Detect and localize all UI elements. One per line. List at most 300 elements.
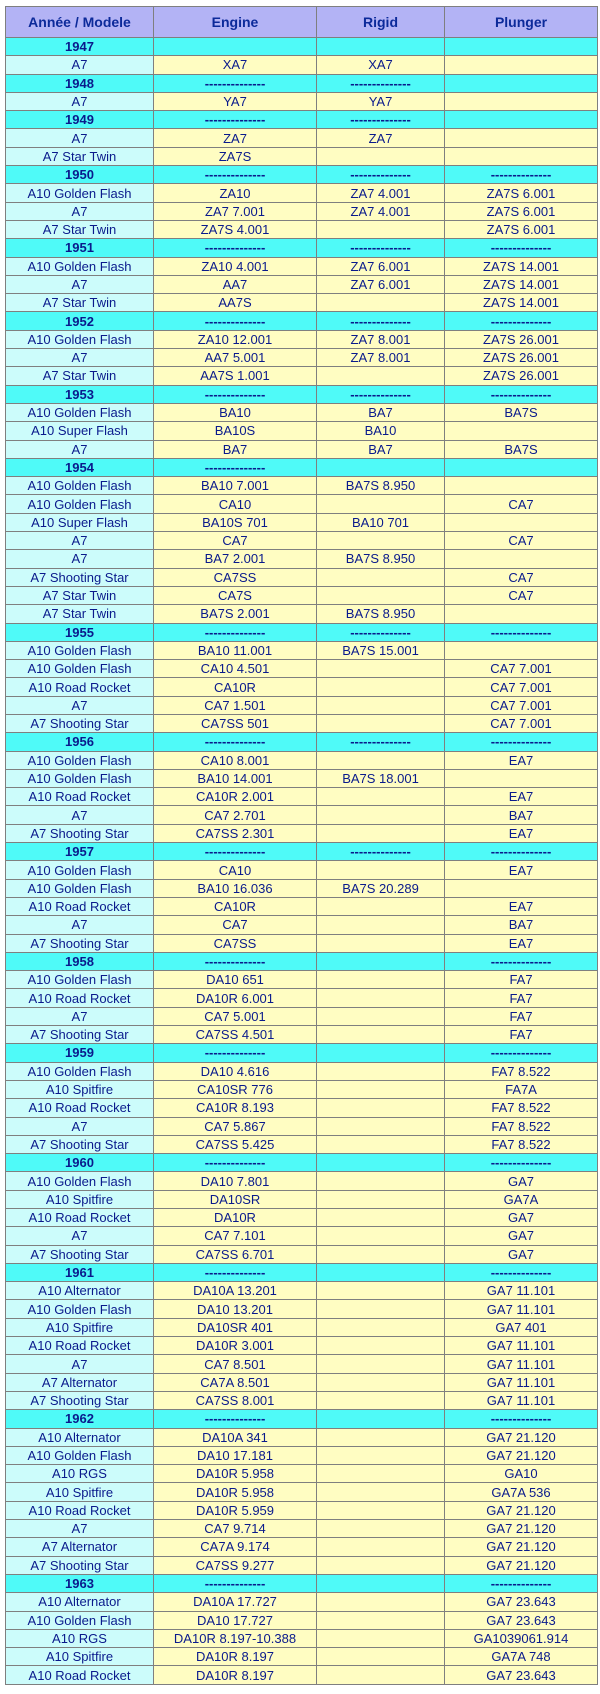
cell-model: A7 Star Twin xyxy=(6,220,154,238)
table-row xyxy=(6,1135,598,1153)
cell-plunger: GA7 xyxy=(445,1227,598,1245)
cell-model: A7 xyxy=(6,1117,154,1135)
cell-rigid xyxy=(317,916,445,934)
year-label: 1962 xyxy=(6,1410,154,1428)
table-row xyxy=(6,1190,598,1208)
cell-model: A10 Golden Flash xyxy=(6,1611,154,1629)
cell-model: A7 Star Twin xyxy=(6,605,154,623)
cell-rigid xyxy=(317,1282,445,1300)
year-row xyxy=(6,312,598,330)
cell-rigid: BA10 701 xyxy=(317,513,445,531)
cell-rigid xyxy=(317,1483,445,1501)
table-row xyxy=(6,1446,598,1464)
cell-model: A10 Road Rocket xyxy=(6,1099,154,1117)
cell-engine: DA10R 5.959 xyxy=(154,1501,317,1519)
cell-model: A7 xyxy=(6,202,154,220)
table-row xyxy=(6,440,598,458)
cell-plunger: -------------- xyxy=(445,1044,598,1062)
cell-model: A7 xyxy=(6,1007,154,1025)
cell-plunger: EA7 xyxy=(445,824,598,842)
cell-rigid xyxy=(317,294,445,312)
year-label: 1955 xyxy=(6,623,154,641)
cell-engine: CA7SS 501 xyxy=(154,714,317,732)
table-row xyxy=(6,202,598,220)
cell-rigid: XA7 xyxy=(317,56,445,74)
cell-engine: CA10 4.501 xyxy=(154,660,317,678)
cell-plunger: GA7 xyxy=(445,1209,598,1227)
cell-plunger: GA7 23.643 xyxy=(445,1611,598,1629)
cell-plunger: GA7A 748 xyxy=(445,1648,598,1666)
cell-engine: CA10R xyxy=(154,678,317,696)
table-row xyxy=(6,129,598,147)
table-row xyxy=(6,550,598,568)
cell-engine: DA10R 5.958 xyxy=(154,1483,317,1501)
cell-rigid xyxy=(317,1080,445,1098)
cell-plunger: FA7 xyxy=(445,989,598,1007)
cell-rigid xyxy=(317,1465,445,1483)
cell-rigid xyxy=(317,1172,445,1190)
cell-plunger: -------------- xyxy=(445,1154,598,1172)
cell-plunger: ZA7S 26.001 xyxy=(445,330,598,348)
cell-plunger: GA10 xyxy=(445,1465,598,1483)
cell-plunger xyxy=(445,147,598,165)
year-row xyxy=(6,952,598,970)
cell-model: A7 Shooting Star xyxy=(6,1245,154,1263)
cell-model: A10 Road Rocket xyxy=(6,1209,154,1227)
cell-rigid xyxy=(317,495,445,513)
cell-engine: -------------- xyxy=(154,623,317,641)
cell-engine xyxy=(154,38,317,56)
cell-model: A10 Golden Flash xyxy=(6,1300,154,1318)
cell-model: A10 Super Flash xyxy=(6,513,154,531)
year-label: 1958 xyxy=(6,952,154,970)
col-header-engine: Engine xyxy=(154,7,317,38)
cell-plunger: -------------- xyxy=(445,166,598,184)
year-row xyxy=(6,1574,598,1592)
cell-plunger: -------------- xyxy=(445,1263,598,1281)
cell-rigid xyxy=(317,714,445,732)
cell-model: A7 Shooting Star xyxy=(6,568,154,586)
table-row xyxy=(6,275,598,293)
year-label: 1954 xyxy=(6,458,154,476)
cell-plunger: FA7 8.522 xyxy=(445,1135,598,1153)
cell-rigid: BA7S 18.001 xyxy=(317,769,445,787)
cell-engine: ZA10 xyxy=(154,184,317,202)
cell-model: A10 Road Rocket xyxy=(6,1337,154,1355)
cell-engine: -------------- xyxy=(154,239,317,257)
frame-table-container xyxy=(5,6,598,1685)
cell-engine: BA10 14.001 xyxy=(154,769,317,787)
table-row xyxy=(6,330,598,348)
cell-plunger xyxy=(445,111,598,129)
cell-rigid xyxy=(317,1318,445,1336)
cell-rigid: ZA7 4.001 xyxy=(317,202,445,220)
cell-engine: -------------- xyxy=(154,843,317,861)
cell-rigid: BA10 xyxy=(317,422,445,440)
cell-engine: ZA7S xyxy=(154,147,317,165)
cell-engine: BA10S 701 xyxy=(154,513,317,531)
cell-plunger: ZA7S 6.001 xyxy=(445,220,598,238)
cell-model: A7 xyxy=(6,440,154,458)
cell-model: A10 Spitfire xyxy=(6,1080,154,1098)
cell-rigid xyxy=(317,458,445,476)
table-row xyxy=(6,513,598,531)
cell-plunger xyxy=(445,458,598,476)
cell-plunger: -------------- xyxy=(445,385,598,403)
cell-rigid xyxy=(317,1190,445,1208)
year-label: 1951 xyxy=(6,239,154,257)
cell-engine: XA7 xyxy=(154,56,317,74)
cell-plunger: CA7 xyxy=(445,586,598,604)
cell-engine: CA10R 2.001 xyxy=(154,788,317,806)
cell-plunger xyxy=(445,129,598,147)
cell-plunger: GA7 21.120 xyxy=(445,1556,598,1574)
cell-plunger: GA7 23.643 xyxy=(445,1593,598,1611)
table-row xyxy=(6,769,598,787)
cell-model: A10 Spitfire xyxy=(6,1483,154,1501)
cell-plunger: BA7S xyxy=(445,403,598,421)
cell-rigid: BA7 xyxy=(317,403,445,421)
cell-plunger: FA7 8.522 xyxy=(445,1062,598,1080)
cell-plunger: -------------- xyxy=(445,312,598,330)
year-row xyxy=(6,111,598,129)
cell-model: A7 Shooting Star xyxy=(6,1556,154,1574)
cell-rigid: BA7S 8.950 xyxy=(317,477,445,495)
cell-plunger: GA7 21.120 xyxy=(445,1446,598,1464)
cell-rigid xyxy=(317,1062,445,1080)
cell-rigid: YA7 xyxy=(317,92,445,110)
table-row xyxy=(6,184,598,202)
cell-engine: CA10 xyxy=(154,861,317,879)
cell-model: A10 Golden Flash xyxy=(6,641,154,659)
cell-rigid xyxy=(317,989,445,1007)
cell-model: A10 Golden Flash xyxy=(6,257,154,275)
cell-engine: YA7 xyxy=(154,92,317,110)
cell-rigid xyxy=(317,824,445,842)
cell-model: A7 xyxy=(6,1227,154,1245)
cell-engine: CA7SS 8.001 xyxy=(154,1391,317,1409)
cell-model: A10 Road Rocket xyxy=(6,1501,154,1519)
cell-plunger: FA7A xyxy=(445,1080,598,1098)
cell-engine: CA7SS 6.701 xyxy=(154,1245,317,1263)
cell-engine: DA10 17.727 xyxy=(154,1611,317,1629)
cell-plunger: EA7 xyxy=(445,934,598,952)
cell-model: A7 xyxy=(6,806,154,824)
cell-rigid: ZA7 4.001 xyxy=(317,184,445,202)
cell-model: A10 Alternator xyxy=(6,1428,154,1446)
cell-plunger xyxy=(445,56,598,74)
cell-engine: ZA7 7.001 xyxy=(154,202,317,220)
cell-rigid xyxy=(317,1099,445,1117)
table-row xyxy=(6,586,598,604)
table-row xyxy=(6,422,598,440)
year-label: 1960 xyxy=(6,1154,154,1172)
cell-model: A7 Shooting Star xyxy=(6,934,154,952)
cell-rigid xyxy=(317,220,445,238)
cell-rigid xyxy=(317,1391,445,1409)
cell-plunger: EA7 xyxy=(445,897,598,915)
cell-engine: DA10SR xyxy=(154,1190,317,1208)
cell-rigid xyxy=(317,1135,445,1153)
cell-model: A10 Road Rocket xyxy=(6,1666,154,1684)
cell-plunger: -------------- xyxy=(445,239,598,257)
cell-engine: CA7A 8.501 xyxy=(154,1373,317,1391)
cell-rigid xyxy=(317,1026,445,1044)
cell-model: A7 xyxy=(6,916,154,934)
table-row xyxy=(6,1520,598,1538)
cell-rigid xyxy=(317,1227,445,1245)
cell-plunger: ZA7S 14.001 xyxy=(445,257,598,275)
year-label: 1947 xyxy=(6,38,154,56)
cell-model: A10 Super Flash xyxy=(6,422,154,440)
cell-rigid xyxy=(317,1593,445,1611)
cell-plunger: GA7 11.101 xyxy=(445,1391,598,1409)
cell-model: A10 Road Rocket xyxy=(6,989,154,1007)
table-row xyxy=(6,1501,598,1519)
cell-rigid xyxy=(317,1574,445,1592)
table-row xyxy=(6,641,598,659)
cell-plunger xyxy=(445,38,598,56)
cell-plunger: FA7 8.522 xyxy=(445,1117,598,1135)
year-row xyxy=(6,385,598,403)
table-row xyxy=(6,751,598,769)
table-row xyxy=(6,1391,598,1409)
cell-engine: CA7SS 9.277 xyxy=(154,1556,317,1574)
table-row xyxy=(6,696,598,714)
cell-engine: CA7A 9.174 xyxy=(154,1538,317,1556)
col-header-year-model: Année / Modele xyxy=(6,7,154,38)
year-label: 1953 xyxy=(6,385,154,403)
table-row xyxy=(6,1666,598,1684)
table-row xyxy=(6,367,598,385)
year-row xyxy=(6,239,598,257)
year-label: 1949 xyxy=(6,111,154,129)
cell-plunger: CA7 7.001 xyxy=(445,678,598,696)
cell-model: A7 Star Twin xyxy=(6,586,154,604)
cell-rigid: -------------- xyxy=(317,623,445,641)
cell-engine: -------------- xyxy=(154,1263,317,1281)
cell-model: A10 Golden Flash xyxy=(6,861,154,879)
cell-engine: DA10R 6.001 xyxy=(154,989,317,1007)
cell-engine: DA10A 13.201 xyxy=(154,1282,317,1300)
cell-engine: CA10SR 776 xyxy=(154,1080,317,1098)
cell-rigid xyxy=(317,1428,445,1446)
year-label: 1950 xyxy=(6,166,154,184)
cell-plunger xyxy=(445,92,598,110)
cell-rigid: BA7S 15.001 xyxy=(317,641,445,659)
cell-rigid xyxy=(317,147,445,165)
cell-model: A7 xyxy=(6,550,154,568)
cell-model: A10 Road Rocket xyxy=(6,678,154,696)
table-row xyxy=(6,92,598,110)
cell-plunger xyxy=(445,605,598,623)
table-row xyxy=(6,403,598,421)
table-row xyxy=(6,1245,598,1263)
year-label: 1948 xyxy=(6,74,154,92)
cell-rigid xyxy=(317,788,445,806)
cell-plunger: CA7 xyxy=(445,495,598,513)
table-row xyxy=(6,1318,598,1336)
cell-rigid xyxy=(317,1373,445,1391)
cell-model: A10 RGS xyxy=(6,1465,154,1483)
table-row xyxy=(6,971,598,989)
cell-rigid xyxy=(317,952,445,970)
cell-engine: CA10R 8.193 xyxy=(154,1099,317,1117)
year-row xyxy=(6,1154,598,1172)
cell-engine: CA7SS 4.501 xyxy=(154,1026,317,1044)
cell-engine: ZA10 12.001 xyxy=(154,330,317,348)
cell-plunger: -------------- xyxy=(445,1410,598,1428)
cell-rigid: -------------- xyxy=(317,74,445,92)
cell-rigid xyxy=(317,1209,445,1227)
cell-engine: AA7S xyxy=(154,294,317,312)
cell-engine: DA10R 8.197-10.388 xyxy=(154,1629,317,1647)
cell-plunger: CA7 7.001 xyxy=(445,696,598,714)
cell-engine: DA10 4.616 xyxy=(154,1062,317,1080)
cell-engine: ZA7S 4.001 xyxy=(154,220,317,238)
table-row xyxy=(6,1465,598,1483)
year-label: 1956 xyxy=(6,733,154,751)
cell-engine: CA7SS 2.301 xyxy=(154,824,317,842)
cell-model: A10 Spitfire xyxy=(6,1190,154,1208)
cell-model: A10 RGS xyxy=(6,1629,154,1647)
cell-plunger: GA7 11.101 xyxy=(445,1373,598,1391)
cell-model: A10 Golden Flash xyxy=(6,660,154,678)
cell-rigid: BA7 xyxy=(317,440,445,458)
cell-engine: DA10SR 401 xyxy=(154,1318,317,1336)
table-row xyxy=(6,1337,598,1355)
cell-engine: CA7 5.867 xyxy=(154,1117,317,1135)
cell-engine: CA7 9.714 xyxy=(154,1520,317,1538)
cell-model: A7 xyxy=(6,349,154,367)
cell-model: A7 xyxy=(6,275,154,293)
cell-rigid xyxy=(317,1007,445,1025)
cell-plunger: -------------- xyxy=(445,1574,598,1592)
cell-engine: AA7S 1.001 xyxy=(154,367,317,385)
table-row xyxy=(6,824,598,842)
year-row xyxy=(6,1263,598,1281)
cell-engine: BA7S 2.001 xyxy=(154,605,317,623)
cell-rigid: ZA7 6.001 xyxy=(317,275,445,293)
table-row xyxy=(6,294,598,312)
cell-model: A7 Shooting Star xyxy=(6,1391,154,1409)
table-row xyxy=(6,1227,598,1245)
cell-plunger: -------------- xyxy=(445,733,598,751)
cell-engine: -------------- xyxy=(154,458,317,476)
cell-plunger: EA7 xyxy=(445,861,598,879)
cell-model: A10 Road Rocket xyxy=(6,788,154,806)
cell-engine: CA7SS 5.425 xyxy=(154,1135,317,1153)
year-label: 1957 xyxy=(6,843,154,861)
cell-plunger xyxy=(445,74,598,92)
col-header-rigid: Rigid xyxy=(317,7,445,38)
cell-rigid: -------------- xyxy=(317,385,445,403)
cell-model: A7 xyxy=(6,56,154,74)
cell-rigid xyxy=(317,934,445,952)
cell-model: A10 Golden Flash xyxy=(6,751,154,769)
cell-engine: -------------- xyxy=(154,733,317,751)
cell-model: A7 xyxy=(6,92,154,110)
cell-plunger: ZA7S 6.001 xyxy=(445,202,598,220)
year-label: 1952 xyxy=(6,312,154,330)
table-row xyxy=(6,147,598,165)
cell-engine: CA10 xyxy=(154,495,317,513)
cell-rigid xyxy=(317,861,445,879)
cell-plunger: BA7 xyxy=(445,916,598,934)
cell-plunger: GA7 21.120 xyxy=(445,1538,598,1556)
year-row xyxy=(6,733,598,751)
table-row xyxy=(6,1355,598,1373)
cell-model: A10 Spitfire xyxy=(6,1648,154,1666)
cell-plunger xyxy=(445,477,598,495)
year-label: 1959 xyxy=(6,1044,154,1062)
cell-model: A10 Golden Flash xyxy=(6,1446,154,1464)
cell-engine: CA7SS xyxy=(154,568,317,586)
year-row xyxy=(6,1044,598,1062)
cell-engine: CA7S xyxy=(154,586,317,604)
cell-plunger: ZA7S 6.001 xyxy=(445,184,598,202)
cell-rigid xyxy=(317,1556,445,1574)
cell-rigid xyxy=(317,1611,445,1629)
cell-plunger xyxy=(445,422,598,440)
cell-plunger: ZA7S 26.001 xyxy=(445,349,598,367)
table-row xyxy=(6,1428,598,1446)
table-row xyxy=(6,1080,598,1098)
table-row xyxy=(6,678,598,696)
cell-model: A7 xyxy=(6,1520,154,1538)
table-row xyxy=(6,660,598,678)
cell-model: A7 xyxy=(6,696,154,714)
cell-model: A7 Shooting Star xyxy=(6,1135,154,1153)
table-row xyxy=(6,532,598,550)
cell-model: A10 Golden Flash xyxy=(6,769,154,787)
cell-engine: CA7 8.501 xyxy=(154,1355,317,1373)
year-row xyxy=(6,74,598,92)
cell-rigid xyxy=(317,1410,445,1428)
cell-engine: CA7 2.701 xyxy=(154,806,317,824)
table-row xyxy=(6,1026,598,1044)
cell-rigid xyxy=(317,1154,445,1172)
table-row xyxy=(6,1062,598,1080)
year-label: 1963 xyxy=(6,1574,154,1592)
cell-rigid xyxy=(317,751,445,769)
cell-rigid xyxy=(317,1520,445,1538)
cell-plunger: GA7 xyxy=(445,1172,598,1190)
year-label: 1961 xyxy=(6,1263,154,1281)
cell-rigid xyxy=(317,1355,445,1373)
table-row xyxy=(6,1629,598,1647)
table-row xyxy=(6,220,598,238)
cell-engine: CA10R xyxy=(154,897,317,915)
cell-engine: AA7 5.001 xyxy=(154,349,317,367)
cell-plunger xyxy=(445,769,598,787)
cell-plunger: GA7 401 xyxy=(445,1318,598,1336)
cell-model: A10 Golden Flash xyxy=(6,1172,154,1190)
cell-plunger xyxy=(445,550,598,568)
cell-rigid xyxy=(317,568,445,586)
table-row xyxy=(6,879,598,897)
table-row xyxy=(6,1648,598,1666)
table-row xyxy=(6,714,598,732)
year-row xyxy=(6,1410,598,1428)
cell-rigid xyxy=(317,532,445,550)
cell-engine: DA10R 5.958 xyxy=(154,1465,317,1483)
cell-engine: BA10 11.001 xyxy=(154,641,317,659)
table-row xyxy=(6,1007,598,1025)
cell-model: A10 Golden Flash xyxy=(6,330,154,348)
cell-plunger: -------------- xyxy=(445,952,598,970)
table-row xyxy=(6,568,598,586)
